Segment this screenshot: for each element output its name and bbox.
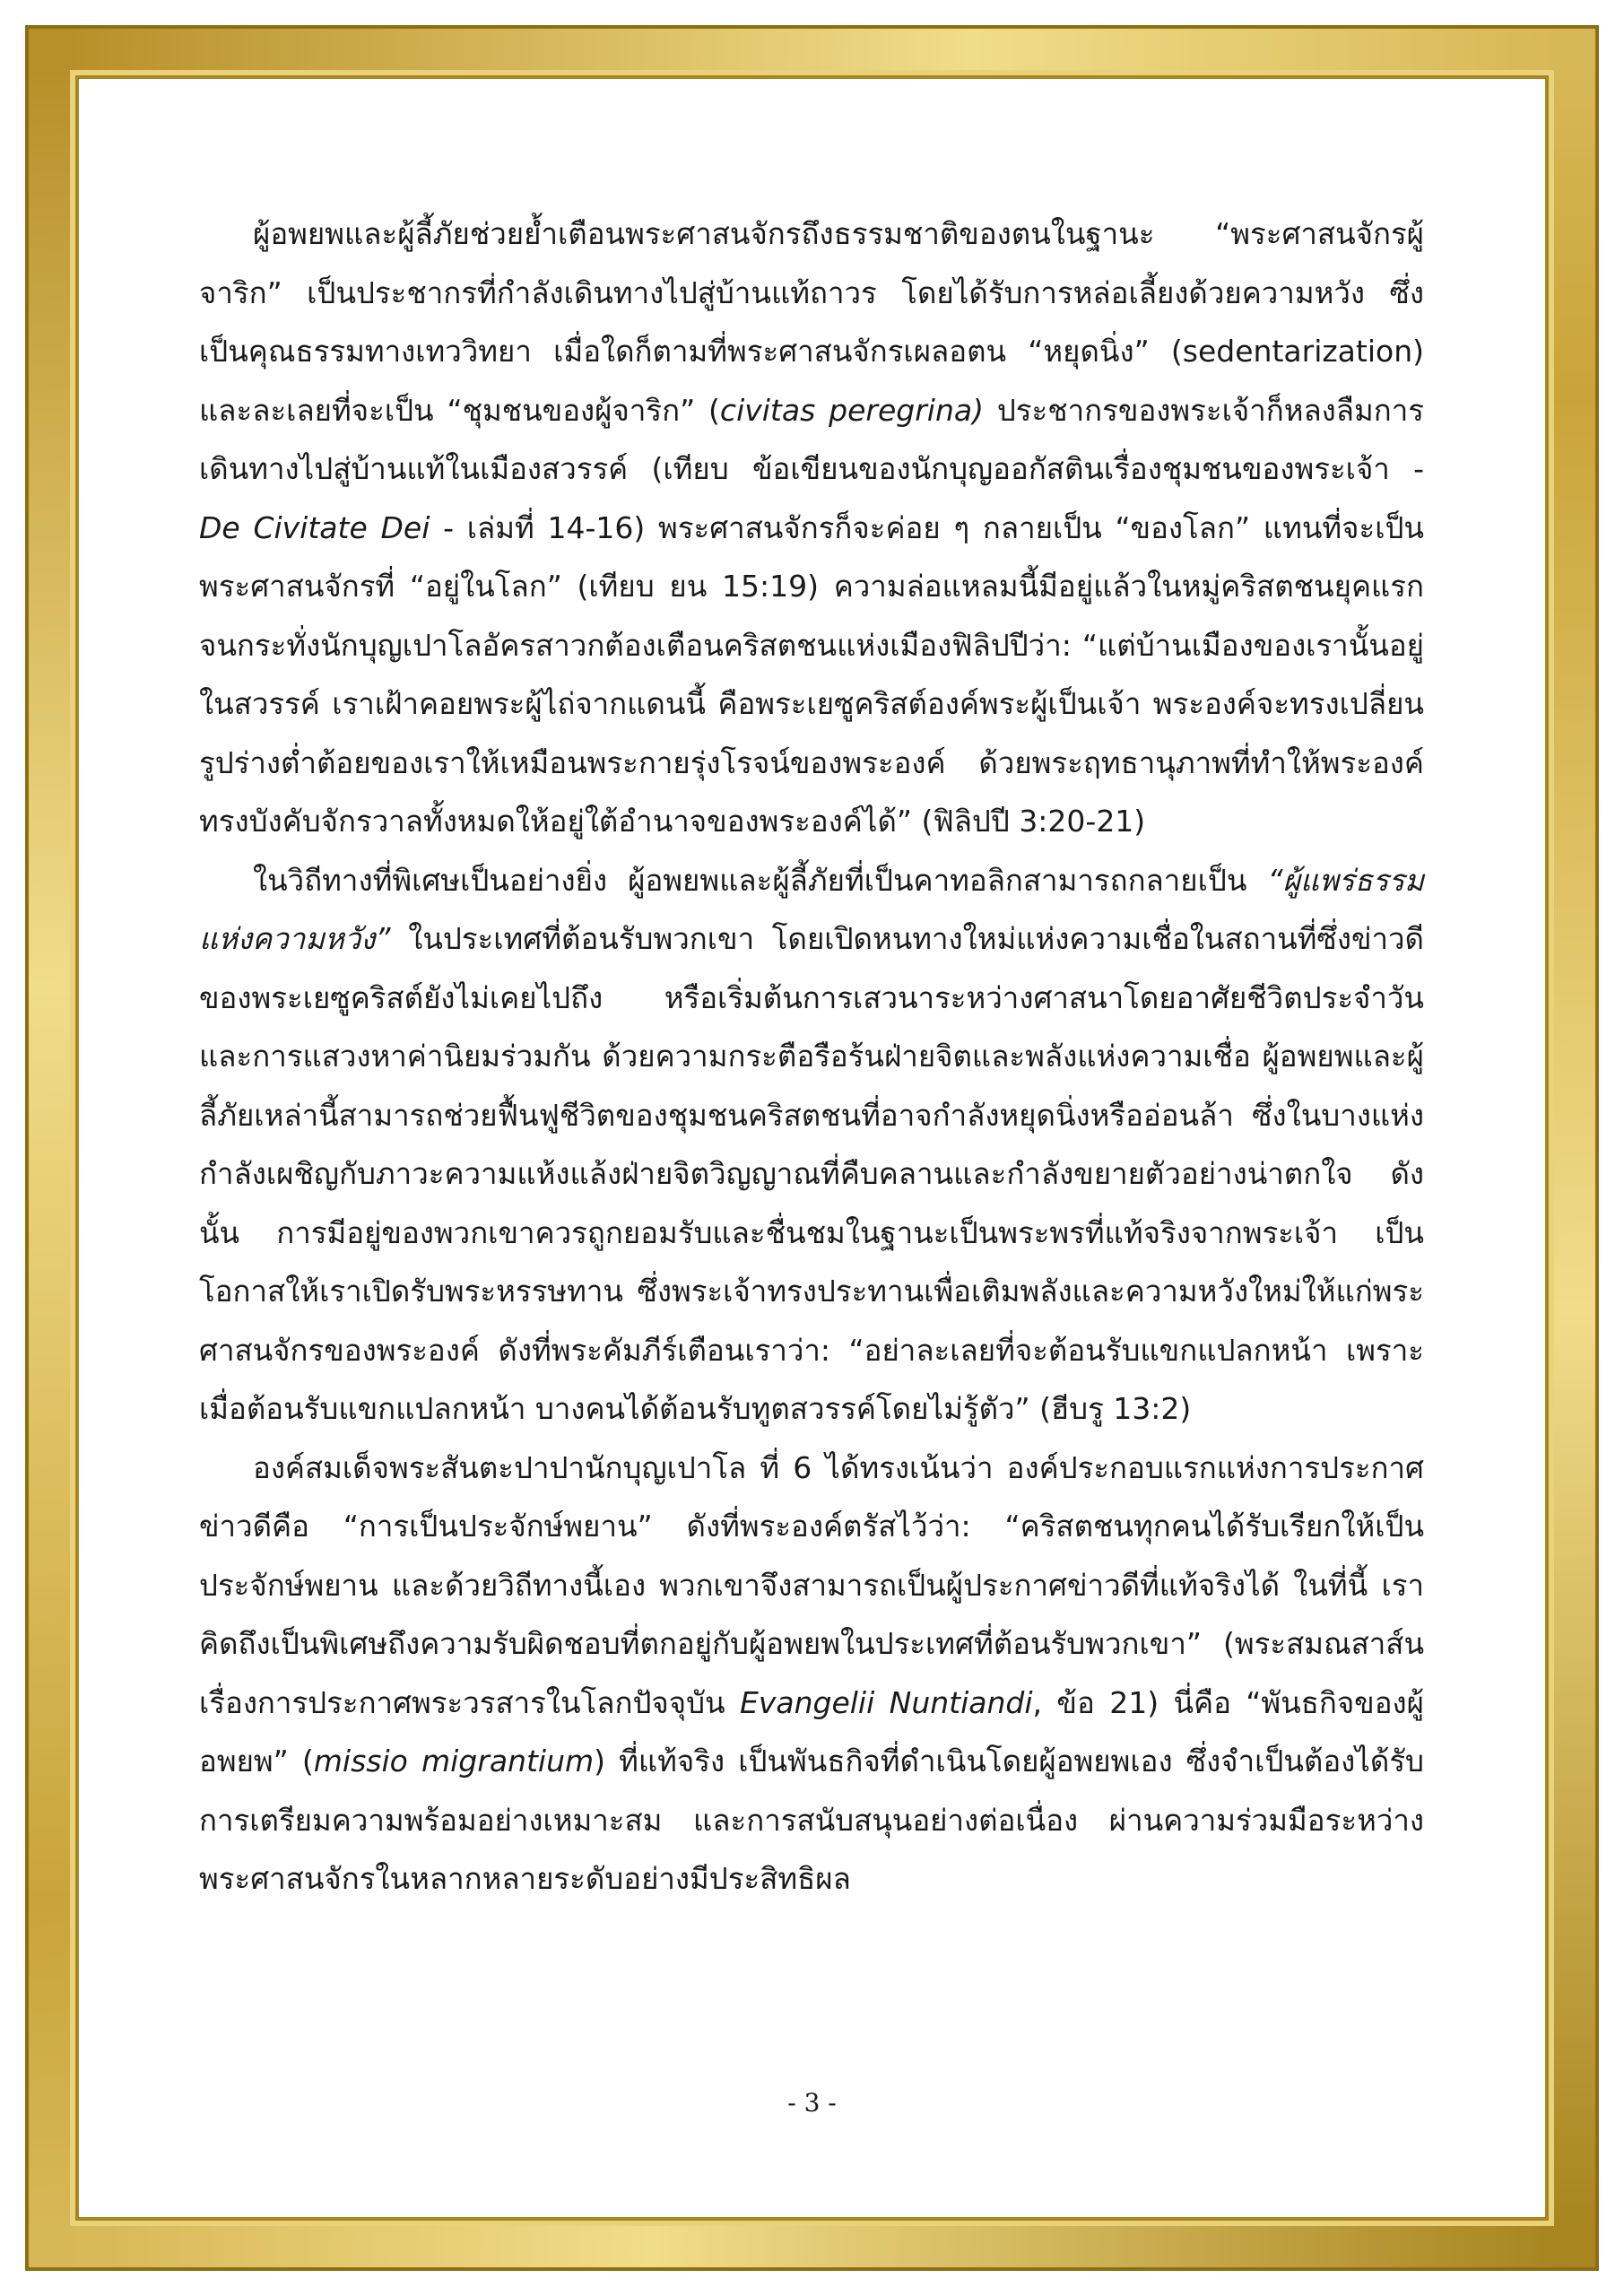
- text-segment: ผู้อพยพและผู้ลี้ภัยช่วยย้ำเตือนพระศาสนจักรถึงธรรมชาติของตนในฐานะ “พระศาสนจักรผู้จาริก” เป็นประชากรที่กำลังเดินทางไปสู่บ้านแท้ถาวร โดยได้รับการหล่อเลี้ยงด้วยความหวัง ซึ่งเป็นคุณธรรมทางเทววิทยา เมื่อใดก็ตามที่พระศาสนจักรเผลอตน “หยุดนิ่ง” (sedentarization) และละเลยที่จะเป็น “ชุมชนของผู้จาริก” (: [199, 216, 1424, 428]
- paragraph-3: [199, 1439, 1424, 1909]
- italic-term: De Civitate Dei: [199, 509, 430, 545]
- paragraph-2: [199, 851, 1424, 1439]
- italic-term: civitas peregrina): [719, 392, 984, 428]
- paragraph-1: [199, 204, 1424, 851]
- italic-term: Evangelii Nuntiandi: [740, 1684, 1033, 1720]
- page-number: - 3 -: [787, 2088, 837, 2118]
- italic-term: “ผู้แพร่ธรรมแห่งความหวัง”: [199, 862, 1424, 956]
- document-body: [199, 204, 1424, 1909]
- text-segment: ) ที่แท้จริง เป็นพันธกิจที่ดำเนินโดยผู้อพยพเอง ซึ่งจำเป็นต้องได้รับการเตรียมความพร้อมอย่างเหมาะสม และการสนับสนุนอย่างต่อเนื่อง ผ่านความร่วมมือระหว่างพระศาสนจักรในหลากหลายระดับอย่างมีประสิทธิผล: [199, 1744, 1424, 1896]
- text-segment: ในวิถีทางที่พิเศษเป็นอย่างยิ่ง ผู้อพยพและผู้ลี้ภัยที่เป็นคาทอลิกสามารถกลายเป็น: [253, 862, 1268, 898]
- text-segment: - เล่มที่ 14-16) พระศาสนจักรก็จะค่อย ๆ กลายเป็น “ของโลก” แทนที่จะเป็นพระศาสนจักรที่ “อยู่ในโลก” (เทียบ ยน 15:19) ความล่อแหลมนี้มีอยู่แล้วในหมู่คริสตชนยุคแรก จนกระทั่งนักบุญเปาโลอัครสาวกต้องเตือนคริสตชนแห่งเมืองฟิลิปปีว่า: “แต่บ้านเมืองของเรานั้นอยู่ในสวรรค์ เราเฝ้าคอยพระผู้ไถ่จากแดนนี้ คือพระเยซูคริสต์องค์พระผู้เป็นเจ้า พระองค์จะทรงเปลี่ยนรูปร่างต่ำต้อยของเราให้เหมือนพระกายรุ่งโรจน์ของพระองค์ ด้วยพระฤทธานุภาพที่ทำให้พระองค์ทรงบังคับจักรวาลทั้งหมดให้อยู่ใต้อำนาจของพระองค์ได้” (ฟิลิปปี 3:20-21): [199, 509, 1424, 839]
- text-segment: ในประเทศที่ต้อนรับพวกเขา โดยเปิดหนทางใหม่แห่งความเชื่อในสถานที่ซึ่งข่าวดีของพระเยซูคริสต์ยังไม่เคยไปถึง หรือเริ่มต้นการเสวนาระหว่างศาสนาโดยอาศัยชีวิตประจำวันและการแสวงหาค่านิยมร่วมกัน ด้วยความกระตือรือร้นฝ่ายจิตและพลังแห่งความเชื่อ ผู้อพยพและผู้ลี้ภัยเหล่านี้สามารถช่วยฟื้นฟูชีวิตของชุมชนคริสตชนที่อาจกำลังหยุดนิ่งหรืออ่อนล้า ซึ่งในบางแห่งกำลังเผชิญกับภาวะความแห้งแล้งฝ่ายจิตวิญญาณที่คืบคลานและกำลังขยายตัวอย่างน่าตกใจ ดังนั้น การมีอยู่ของพวกเขาควรถูกยอมรับและชื่นชมในฐานะเป็นพระพรที่แท้จริงจากพระเจ้า เป็นโอกาสให้เราเปิดรับพระหรรษทาน ซึ่งพระเจ้าทรงประทานเพื่อเติมพลังและความหวังใหม่ให้แก่พระศาสนจักรของพระองค์ ดังที่พระคัมภีร์เตือนเราว่า: “อย่าละเลยที่จะต้อนรับแขกแปลกหน้า เพราะเมื่อต้อนรับแขกแปลกหน้า บางคนได้ต้อนรับทูตสวรรค์โดยไม่รู้ตัว” (ฮีบรู 13:2): [199, 921, 1424, 1426]
- italic-term: missio migrantium: [313, 1744, 595, 1779]
- text-segment: ประชากรของพระเจ้าก็หลงลืมการเดินทางไปสู่บ้านแท้ในเมืองสวรรค์ (เทียบ ข้อเขียนของนักบุญออกัสตินเรื่องชุมชนของพระเจ้า -: [199, 392, 1425, 486]
- text-segment: องค์สมเด็จพระสันตะปาปานักบุญเปาโล ที่ 6 ได้ทรงเน้นว่า องค์ประกอบแรกแห่งการประกาศข่าวดีคือ “การเป็นประจักษ์พยาน” ดังที่พระองค์ตรัสไว้ว่า: “คริสตชนทุกคนได้รับเรียกให้เป็นประจักษ์พยาน และด้วยวิถีทางนี้เอง พวกเขาจึงสามารถเป็นผู้ประกาศข่าวดีที่แท้จริงได้ ในที่นี้ เราคิดถึงเป็นพิเศษถึงความรับผิดชอบที่ตกอยู่กับผู้อพยพในประเทศที่ต้อนรับพวกเขา” (พระสมณสาส์นเรื่องการประกาศพระวรสารในโลกปัจจุบัน: [199, 1449, 1424, 1720]
- text-segment: , ข้อ 21) นี่คือ “พันธกิจของผู้อพยพ” (: [199, 1684, 1424, 1779]
